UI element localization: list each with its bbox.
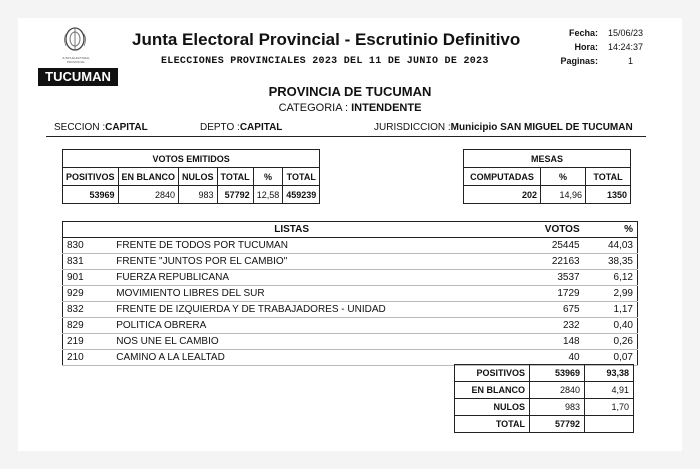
lista-pct: 2,99 [584,286,638,302]
table-row [63,270,638,286]
total-votos: 53969 [530,365,585,382]
lista-votos: 25445 [520,238,583,254]
table-row [63,238,638,254]
votos-header: POSITIVOS [63,168,119,186]
votos-header: TOTAL [217,168,253,186]
lista-nombre: FRENTE DE TODOS POR TUCUMAN [112,238,520,254]
votos-pct: 12,58 [253,186,283,204]
paginas-value: 1 [628,56,634,66]
table-row [455,365,634,382]
lista-codigo: 210 [63,350,113,366]
paginas-label: Paginas: [560,56,598,66]
mesas-total: 1350 [586,186,631,204]
mesas-pct: 14,96 [541,186,586,204]
depto-label: DEPTO : [200,122,240,133]
votos-en-blanco: 2840 [118,186,179,204]
table-row [63,286,638,302]
lista-pct: 1,17 [584,302,638,318]
mesas-header: % [541,168,586,186]
table-row [63,302,638,318]
depto-value: CAPITAL [239,122,283,133]
lista-codigo: 830 [63,238,113,254]
table-row [455,382,634,399]
total-votos: 983 [530,399,585,416]
report-title: Junta Electoral Provincial - Escrutinio Definitivo [132,30,521,49]
jurisdiccion-label: JURISDICCION : [374,122,451,133]
table-row [63,318,638,334]
votos-header: EN BLANCO [118,168,179,186]
lista-codigo: 832 [63,302,113,318]
lista-nombre: CAMINO A LA LEALTAD [112,350,520,366]
lista-votos: 148 [520,334,583,350]
mesas-header: TOTAL [586,168,631,186]
lista-pct: 38,35 [584,254,638,270]
table-row [455,399,634,416]
votos-positivos: 53969 [63,186,119,204]
listas-table [62,221,638,366]
lista-codigo: 829 [63,318,113,334]
total-label: POSITIVOS [455,365,530,382]
lista-votos: 22163 [520,254,583,270]
seccion-label: SECCION : [54,122,106,133]
votos-column-header: VOTOS [520,222,583,238]
votos-nulos: 983 [179,186,218,204]
lista-nombre: POLITICA OBRERA [112,318,520,334]
lista-pct: 0,40 [584,318,638,334]
votos-header: NULOS [179,168,218,186]
listas-header: LISTAS [63,222,521,238]
lista-votos: 1729 [520,286,583,302]
hora-value: 14:24:37 [608,42,644,52]
lista-nombre: FRENTE "JUNTOS POR EL CAMBIO" [112,254,520,270]
total-label: NULOS [455,399,530,416]
votos-emitidos-table [62,149,320,204]
total-pct: 4,91 [585,382,634,399]
seal-caption: JUNTA ELECTORAL PROVINCIAL [62,56,90,64]
fecha-value: 15/06/23 [608,28,644,38]
votos-header: % [253,168,283,186]
jurisdiccion-field [374,122,633,133]
mesas-title: MESAS [464,150,631,168]
categoria-value: INTENDENTE [351,102,422,114]
lista-nombre: FRENTE DE IZQUIERDA Y DE TRABAJADORES - UNIDAD [112,302,520,318]
jurisdiccion-value: Municipio SAN MIGUEL DE TUCUMAN [450,122,633,133]
lista-pct: 6,12 [584,270,638,286]
lista-votos: 40 [520,350,583,366]
lista-codigo: 929 [63,286,113,302]
lista-nombre: NOS UNE EL CAMBIO [112,334,520,350]
lista-pct: 0,07 [584,350,638,366]
total-votos: 57792 [530,416,585,433]
mesas-header: COMPUTADAS [464,168,541,186]
lista-codigo: 831 [63,254,113,270]
lista-pct: 44,03 [584,238,638,254]
votos-header: TOTAL [283,168,320,186]
total-pct: 93,38 [585,365,634,382]
total-votos: 2840 [530,382,585,399]
coat-of-arms-icon [62,24,88,56]
table-row [63,334,638,350]
table-row [455,416,634,433]
total-label: TOTAL [455,416,530,433]
mesas-computadas: 202 [464,186,541,204]
seccion-value: CAPITAL [105,122,148,133]
lista-codigo: 219 [63,334,113,350]
pct-column-header: % [584,222,638,238]
lista-nombre: FUERZA REPUBLICANA [112,270,520,286]
report-subtitle: ELECCIONES PROVINCIALES 2023 DEL 11 DE JUNIO DE 2023 [161,56,489,67]
seccion-field [54,122,148,133]
table-row [63,254,638,270]
province-badge: TUCUMAN [38,68,118,86]
header-divider [46,136,646,137]
lista-votos: 232 [520,318,583,334]
report-page [18,18,682,451]
hora-label: Hora: [574,42,598,52]
lista-codigo: 901 [63,270,113,286]
total-pct [585,416,634,433]
lista-nombre: MOVIMIENTO LIBRES DEL SUR [112,286,520,302]
votos-emitidos-title: VOTOS EMITIDOS [63,150,320,168]
votos-total: 57792 [217,186,253,204]
mesas-table [463,149,631,204]
lista-votos: 675 [520,302,583,318]
province-heading: PROVINCIA DE TUCUMAN [268,84,432,99]
depto-field [200,122,282,133]
total-pct: 1,70 [585,399,634,416]
lista-pct: 0,26 [584,334,638,350]
categoria-label: CATEGORIA : [278,102,349,114]
total-label: EN BLANCO [455,382,530,399]
totales-table [454,364,634,433]
lista-votos: 3537 [520,270,583,286]
electores-total: 459239 [283,186,320,204]
categoria-line [18,102,682,114]
fecha-label: Fecha: [568,28,598,38]
